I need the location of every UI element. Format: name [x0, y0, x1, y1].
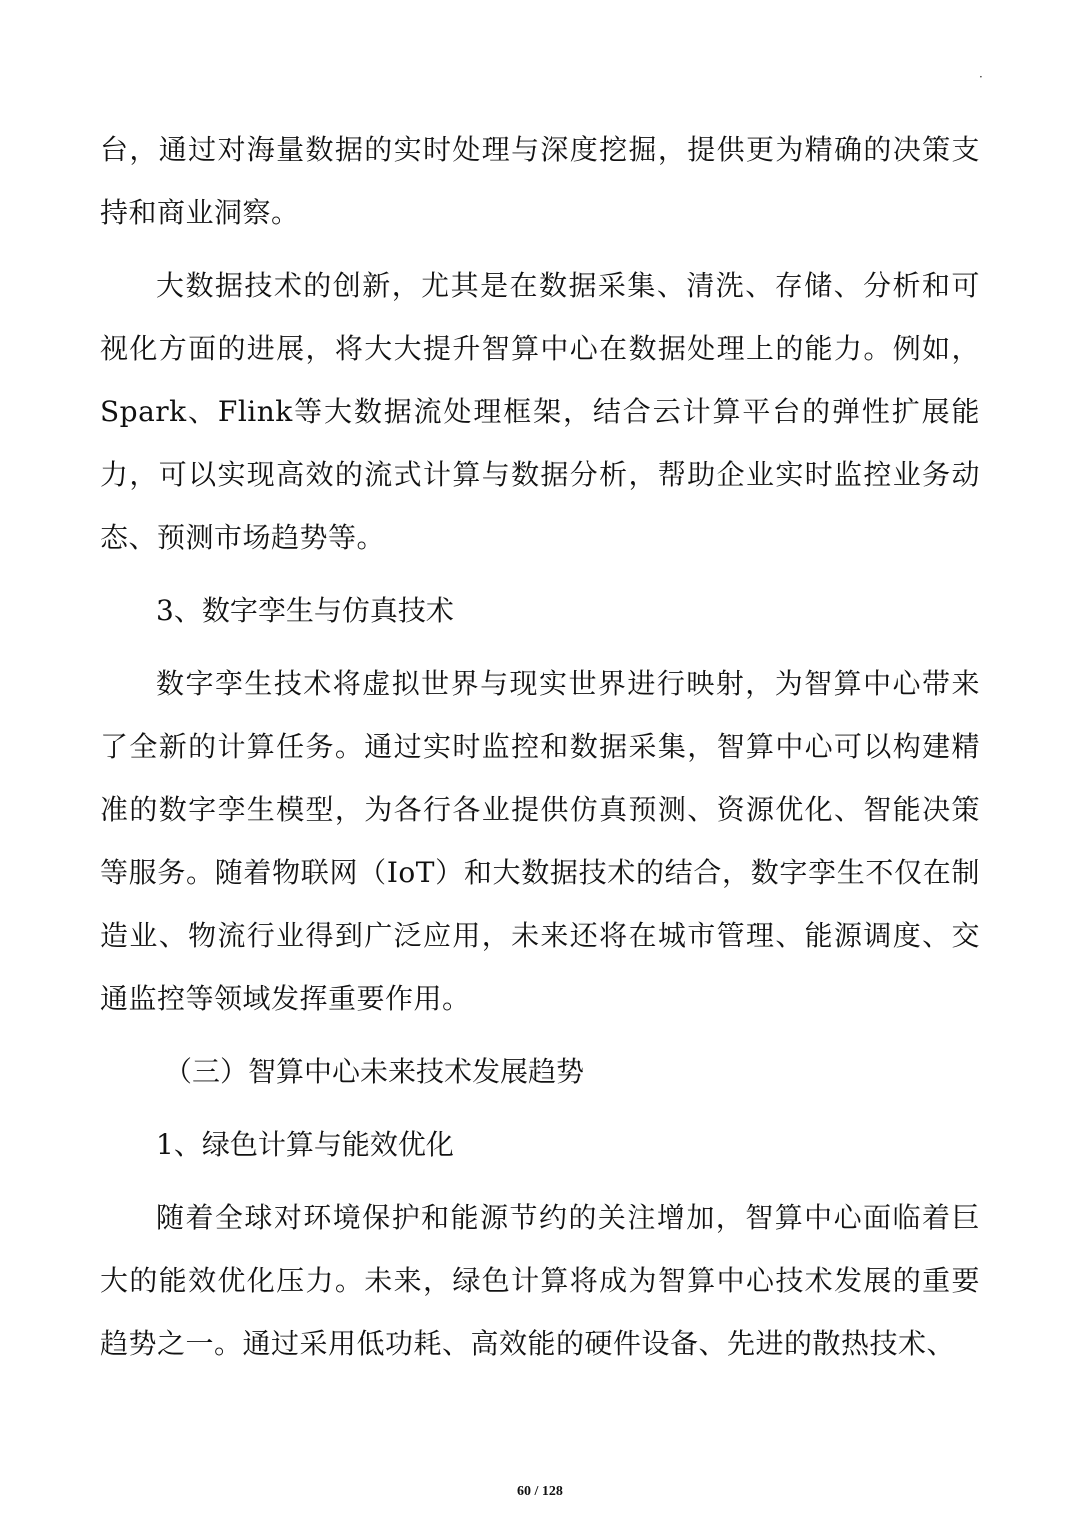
corner-mark: · — [979, 70, 983, 84]
paragraph-continuation: 台，通过对海量数据的实时处理与深度挖掘，提供更为精确的决策支持和商业洞察。 — [100, 133, 980, 229]
chapter-heading-future-trends: （三）智算中心未来技术发展趋势 — [164, 1055, 585, 1088]
page-number: 60 / 128 — [517, 1484, 563, 1499]
paragraph-big-data-innovation: 大数据技术的创新，尤其是在数据采集、清洗、存储、分析和可视化方面的进展，将大大提升智算中心在数据处理上的能力。例如，Spark、Flink等大数据流处理框架，结合云计算平台的弹性扩展能力，可以实现高效的流式计算与数据分析，帮助企业实时监控业务动态、预测市场趋势等。 — [100, 269, 980, 554]
paragraph-digital-twin: 数字孪生技术将虚拟世界与现实世界进行映射，为智算中心带来了全新的计算任务。通过实时监控和数据采集，智算中心可以构建精准的数字孪生模型，为各行各业提供仿真预测、资源优化、智能决策等服务。随着物联网（IoT）和大数据技术的结合，数字孪生不仅在制造业、物流行业得到广泛应用，未来还将在城市管理、能源调度、交通监控等领域发挥重要作用。 — [100, 667, 980, 1015]
section-heading-green-computing: 1、绿色计算与能效优化 — [156, 1128, 454, 1161]
paragraph-green-computing: 随着全球对环境保护和能源节约的关注增加，智算中心面临着巨大的能效优化压力。未来，绿色计算将成为智算中心技术发展的重要趋势之一。通过采用低功耗、高效能的硬件设备、先进的散热技术、 — [100, 1201, 980, 1360]
section-heading-digital-twin: 3、数字孪生与仿真技术 — [156, 594, 454, 627]
page-body — [100, 118, 980, 1375]
